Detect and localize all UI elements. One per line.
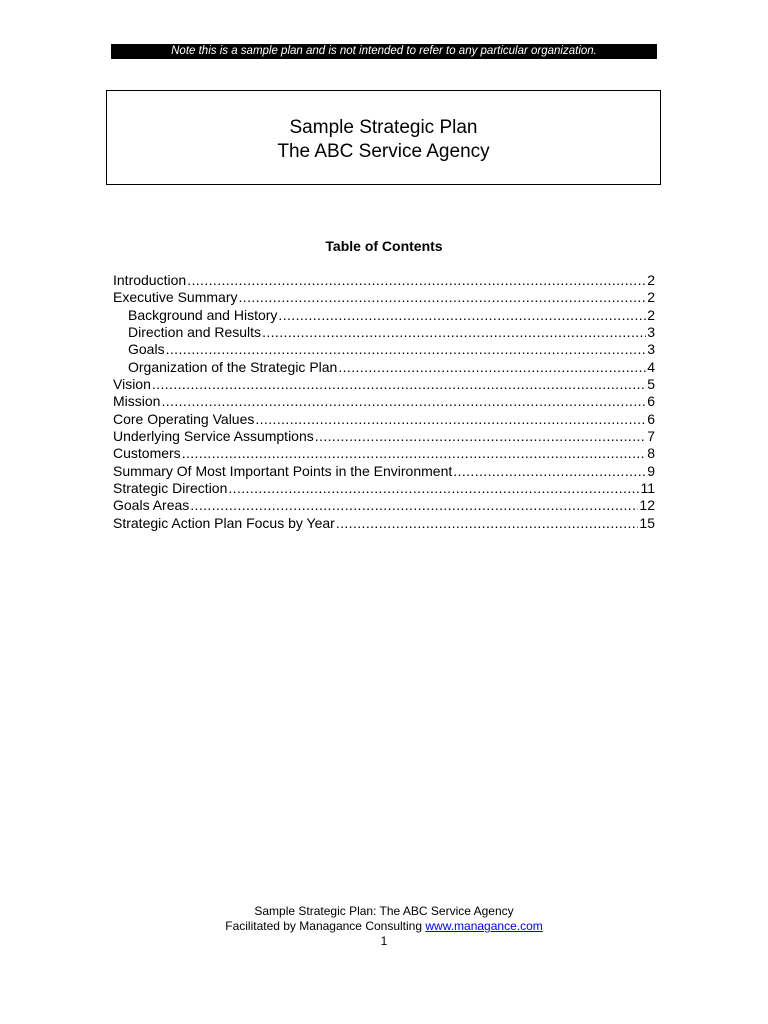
toc-entry-label: Mission	[113, 393, 161, 410]
toc-heading: Table of Contents	[325, 238, 443, 254]
footer-credit	[0, 919, 768, 934]
toc-entry-label: Introduction	[113, 272, 187, 288]
toc-entry[interactable]	[113, 480, 655, 497]
toc-entry-label: Customers	[113, 445, 181, 462]
toc-entry-label: Direction and Results	[128, 324, 262, 341]
toc-entry[interactable]	[113, 515, 655, 532]
toc-entry-page: 5	[647, 376, 655, 393]
toc-dot-leader	[152, 376, 646, 393]
toc-entry[interactable]	[113, 497, 655, 514]
toc-entry[interactable]	[113, 428, 655, 445]
consulting-website-link[interactable]: www.managance.com	[425, 919, 543, 933]
toc-entry-page: 2	[647, 306, 655, 323]
footer-credit-text: Facilitated by Managance Consulting	[225, 919, 426, 933]
toc-dot-leader	[228, 480, 639, 497]
toc-entry[interactable]	[113, 272, 655, 289]
toc-entry-label: Organization of the Strategic Plan	[128, 358, 338, 375]
page-number: 1	[380, 934, 388, 948]
toc-dot-leader	[255, 411, 646, 428]
toc-entry-label: Vision	[113, 376, 151, 393]
toc-dot-leader	[336, 515, 639, 532]
toc-entry[interactable]	[113, 359, 655, 376]
toc-entry-page: 2	[647, 272, 655, 288]
toc-entry-label: Goals Areas	[113, 497, 190, 514]
toc-entry-page: 11	[640, 480, 655, 497]
toc-dot-leader	[278, 307, 646, 324]
toc-entry-page: 6	[647, 410, 655, 427]
title-box	[106, 90, 661, 185]
toc-entry[interactable]	[113, 376, 655, 393]
toc-dot-leader	[190, 497, 638, 514]
toc-dot-leader	[315, 428, 646, 445]
organization-name: The ABC Service Agency	[277, 141, 490, 162]
toc-dot-leader	[187, 272, 646, 289]
toc-entry-page: 8	[647, 445, 655, 462]
toc-entry[interactable]	[113, 324, 655, 341]
toc-dot-leader	[453, 463, 646, 480]
footer-title: Sample Strategic Plan: The ABC Service Agency	[254, 904, 514, 918]
toc-entry-page: 3	[647, 341, 655, 358]
toc-entry[interactable]	[113, 463, 655, 480]
toc-entry-label: Summary Of Most Important Points in the Environment	[113, 462, 453, 479]
toc-entry-page: 3	[647, 324, 655, 341]
toc-entry-label: Executive Summary	[113, 289, 238, 306]
toc-entry-page: 12	[639, 497, 655, 514]
toc-entry-label: Background and History	[128, 306, 278, 323]
disclaimer-text: Note this is a sample plan and is not intended to refer to any particular organization.	[171, 45, 597, 57]
toc-entry[interactable]	[113, 341, 655, 358]
toc-entry[interactable]	[113, 307, 655, 324]
toc-entry[interactable]	[113, 445, 655, 462]
toc-entry-page: 6	[647, 393, 655, 410]
toc-dot-leader	[182, 445, 647, 462]
toc-dot-leader	[238, 289, 646, 306]
toc-entry-label: Underlying Service Assumptions	[113, 428, 314, 445]
toc-entry-page: 9	[647, 462, 655, 479]
toc-entry-label: Core Operating Values	[113, 410, 255, 427]
toc-entry-label: Strategic Action Plan Focus by Year	[113, 514, 335, 531]
toc-entry-label: Goals	[128, 341, 165, 358]
toc-entry[interactable]	[113, 393, 655, 410]
table-of-contents	[113, 272, 655, 532]
document-title: Sample Strategic Plan	[289, 117, 478, 138]
disclaimer-banner	[111, 44, 657, 59]
toc-entry-page: 2	[647, 289, 655, 306]
toc-dot-leader	[161, 393, 646, 410]
toc-entry-page: 4	[647, 358, 655, 375]
toc-entry[interactable]	[113, 289, 655, 306]
toc-entry-page: 7	[647, 428, 655, 445]
toc-entry[interactable]	[113, 411, 655, 428]
toc-dot-leader	[338, 359, 646, 376]
toc-entry-label: Strategic Direction	[113, 480, 228, 497]
toc-dot-leader	[262, 324, 646, 341]
toc-entry-page: 15	[639, 514, 655, 531]
toc-dot-leader	[166, 341, 647, 358]
page-footer	[0, 904, 768, 949]
